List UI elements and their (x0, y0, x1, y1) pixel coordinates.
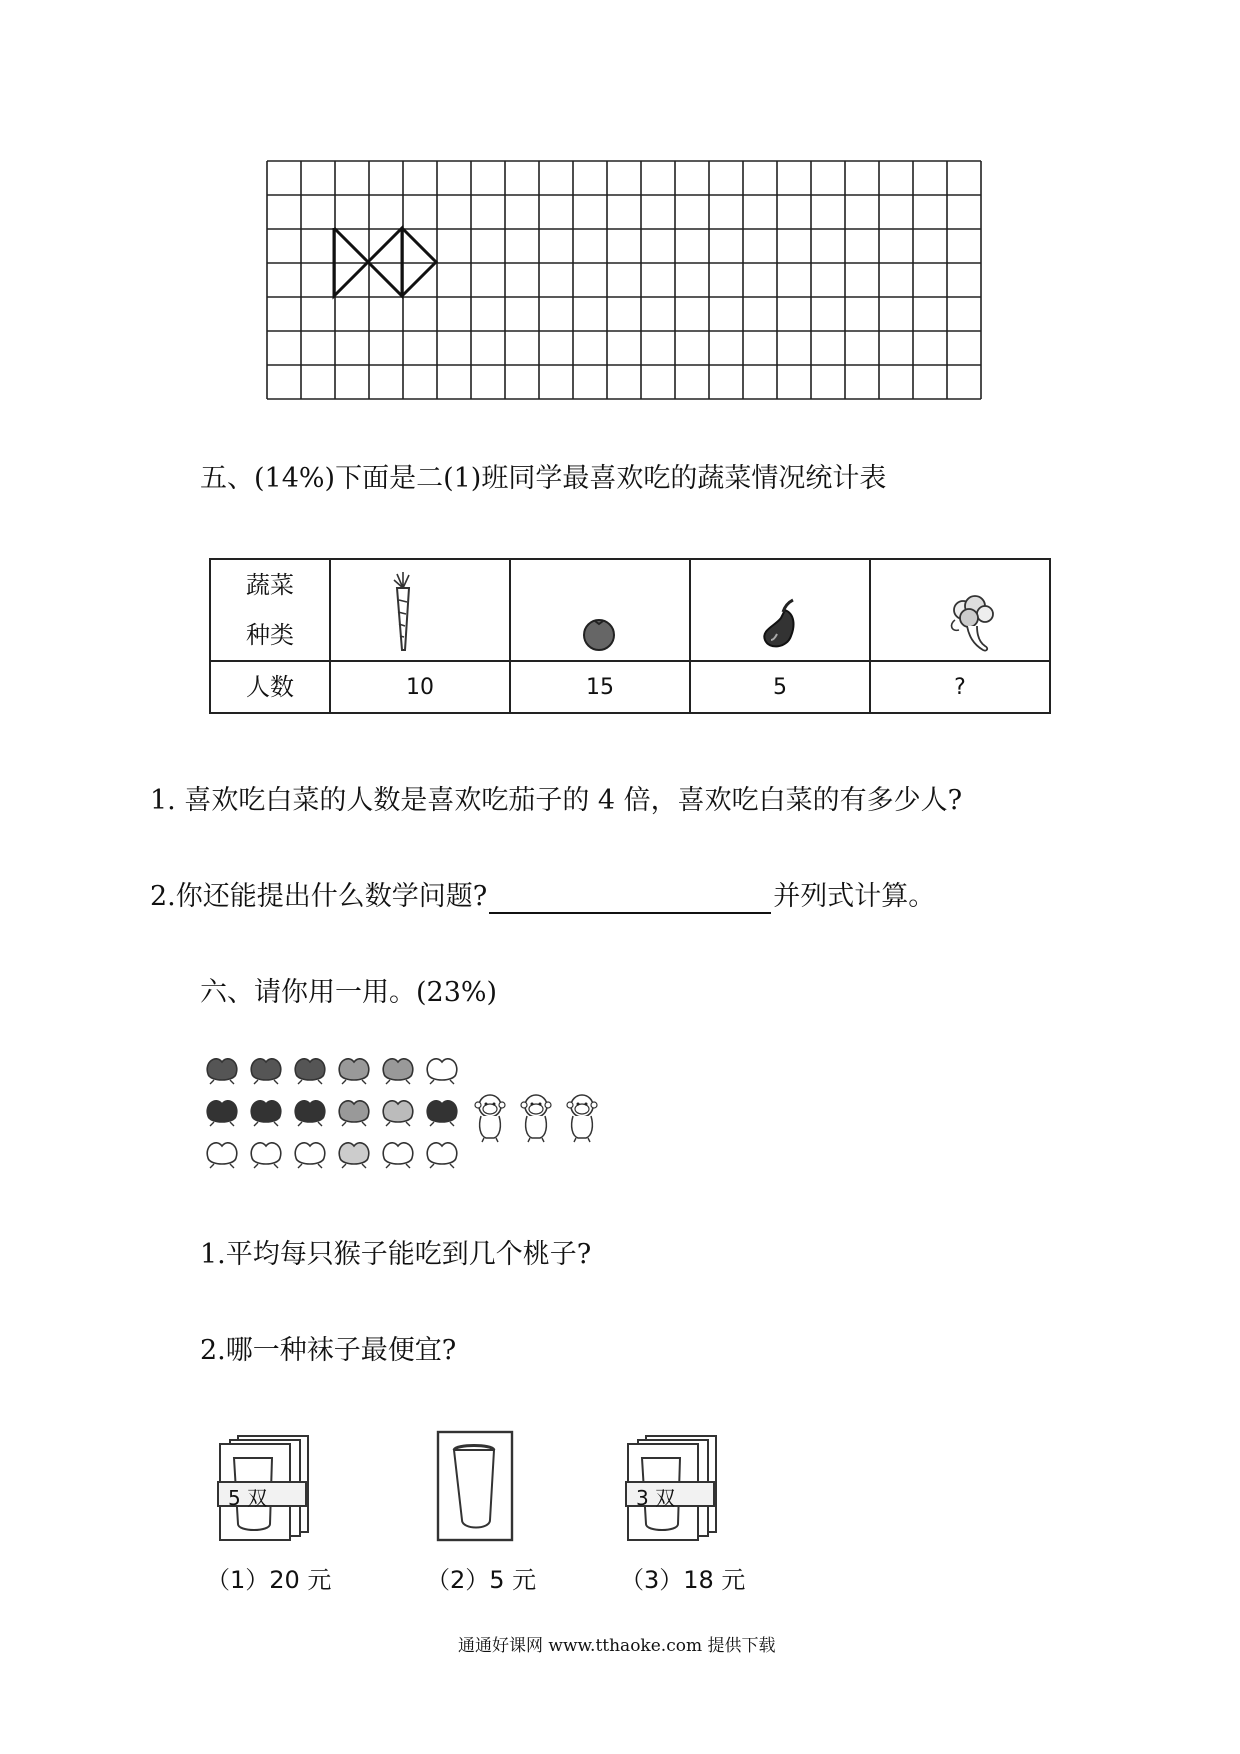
monkeys (475, 1095, 597, 1142)
vegetable-table (209, 558, 1051, 714)
sock-price-1: （1）20 元 (206, 1566, 332, 1594)
triangle-shapes (334, 228, 436, 296)
section5-heading: 五、(14%)下面是二(1)班同学最喜欢吃的蔬菜情况统计表 (200, 463, 887, 494)
section6-question-1: 1.平均每只猴子能吃到几个桃子? (200, 1239, 592, 1270)
cabbage-count: ? (870, 661, 1050, 713)
carrot-cell (330, 559, 510, 661)
vegetable-type-row (210, 559, 1050, 661)
count-header: 人数 (210, 661, 330, 713)
sock-pack-3 (624, 1432, 720, 1546)
tomato-count: 15 (510, 661, 690, 713)
cabbage-icon (937, 588, 1007, 658)
count-row (210, 661, 1050, 713)
sock-pack-1 (216, 1432, 312, 1546)
tomato-cell (510, 559, 690, 661)
carrot-count: 10 (330, 661, 510, 713)
section6-question-2: 2.哪一种袜子最便宜? (200, 1335, 457, 1366)
vegetable-type-header: 蔬菜 种类 (210, 559, 330, 661)
pack-label: 5 双 (228, 1486, 268, 1510)
eggplant-icon (751, 596, 811, 656)
sock-price-2: （2）5 元 (426, 1566, 537, 1594)
sock-price-3: （3）18 元 (620, 1566, 746, 1594)
pack-label: 3 双 (636, 1486, 676, 1510)
drawing-grid (266, 160, 986, 402)
peach-row-2 (207, 1101, 457, 1126)
section5-question-1: 1. 喜欢吃白菜的人数是喜欢吃茄子的 4 倍，喜欢吃白菜的有多少人? (150, 785, 963, 816)
tomato-icon (577, 612, 621, 656)
cabbage-cell (870, 559, 1050, 661)
section5-question-2: 2.你还能提出什么数学问题? 并列式计算。 (150, 881, 936, 912)
peach-row-3 (207, 1143, 457, 1168)
answer-blank[interactable] (489, 884, 771, 914)
peach-row-1 (207, 1059, 457, 1084)
sock-pack-2 (434, 1428, 516, 1548)
carrot-icon (383, 570, 423, 660)
single-sock-icon (434, 1428, 516, 1544)
eggplant-count: 5 (690, 661, 870, 713)
section6-heading: 六、请你用一用。(23%) (200, 977, 498, 1008)
peaches-monkeys-illustration (200, 1052, 620, 1182)
eggplant-cell (690, 559, 870, 661)
footer-credit: 通通好课网 www.tthaoke.com 提供下载 (458, 1636, 776, 1656)
